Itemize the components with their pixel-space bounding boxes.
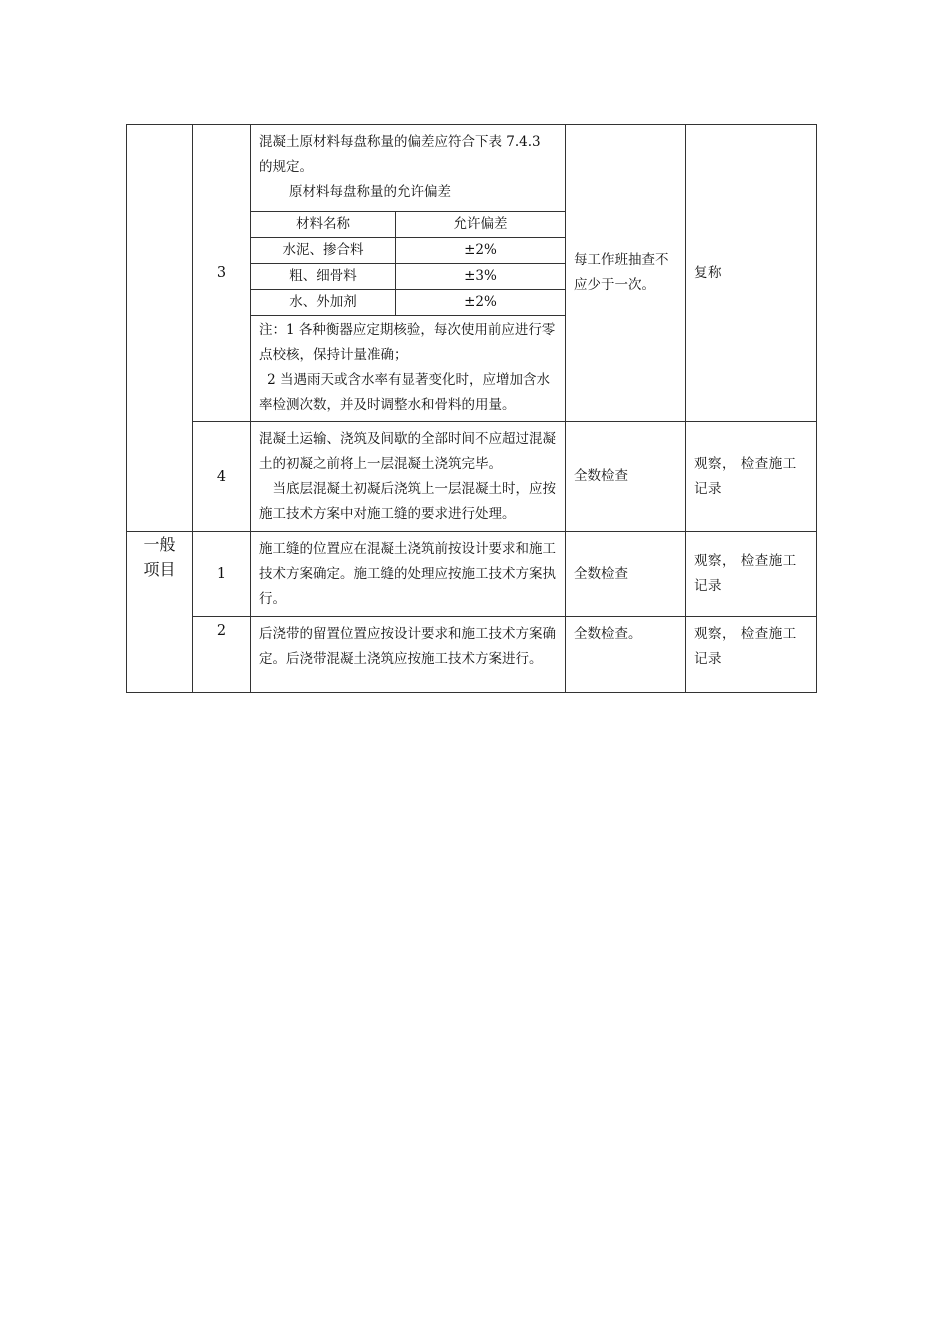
table-row-4 [127, 422, 817, 532]
check-method: 观察， 检查施工记录 [686, 617, 817, 693]
inner-table-title: 原材料每盘称量的允许偏差 [289, 184, 451, 200]
item-content: 后浇带的留置位置应按设计要求和施工技术方案确定。后浇带混凝土浇筑应按施工技术方案进行。 [251, 617, 566, 693]
item-number: 2 [193, 617, 251, 693]
material-name: 粗、细骨料 [251, 264, 395, 290]
item-intro: 混凝土原材料每盘称量的偏差应符合下表 7.4.3 的规定。 [259, 134, 541, 175]
table-row-general-2 [127, 617, 817, 693]
category-cell-general [127, 532, 193, 693]
item-number: 1 [193, 532, 251, 617]
note-line-2: 2 当遇雨天或含水率有显著变化时，应增加含水率检测次数，并及时调整水和骨料的用量。 [259, 372, 550, 413]
item-paragraph-2: 当底层混凝土初凝后浇筑上一层混凝土时，应按施工技术方案中对施工缝的要求进行处理。 [259, 481, 556, 522]
check-method: 复称 [686, 125, 817, 422]
material-name: 水、外加剂 [251, 290, 395, 316]
note-line-1: 注：1 各种衡器应定期核验，每次使用前应进行零点校核，保持计量准确； [259, 322, 556, 363]
material-name: 水泥、掺合料 [251, 238, 395, 264]
deviation-row [251, 238, 565, 264]
category-cell-main [127, 125, 193, 532]
item-number: 4 [193, 422, 251, 532]
item-paragraph-1: 混凝土运输、浇筑及间歇的全部时间不应超过混凝土的初凝之前将上一层混凝土浇筑完毕。 [259, 431, 556, 472]
item-note [251, 316, 565, 421]
header-material: 材料名称 [251, 212, 395, 238]
deviation-header-row [251, 212, 565, 238]
deviation-value: ±3% [395, 264, 565, 290]
inspection-method: 全数检查 [566, 422, 686, 532]
category-label: 一般项目 [143, 535, 176, 579]
check-method: 观察， 检查施工记录 [686, 422, 817, 532]
deviation-value: ±2% [395, 238, 565, 264]
header-deviation: 允许偏差 [395, 212, 565, 238]
deviation-row [251, 290, 565, 316]
deviation-row [251, 264, 565, 290]
item-content: 施工缝的位置应在混凝土浇筑前按设计要求和施工技术方案确定。施工缝的处理应按施工技术方案执行。 [251, 532, 566, 617]
inspection-method: 全数检查 [566, 532, 686, 617]
inspection-table [126, 124, 817, 693]
item-number: 3 [193, 125, 251, 422]
table-row-3 [127, 125, 817, 422]
check-method: 观察， 检查施工记录 [686, 532, 817, 617]
item-content [251, 422, 566, 532]
inspection-method: 每工作班抽查不应少于一次。 [566, 125, 686, 422]
inspection-method: 全数检查。 [566, 617, 686, 693]
deviation-value: ±2% [395, 290, 565, 316]
table-row-general-1 [127, 532, 817, 617]
item-content [251, 125, 566, 422]
deviation-table [251, 211, 565, 316]
